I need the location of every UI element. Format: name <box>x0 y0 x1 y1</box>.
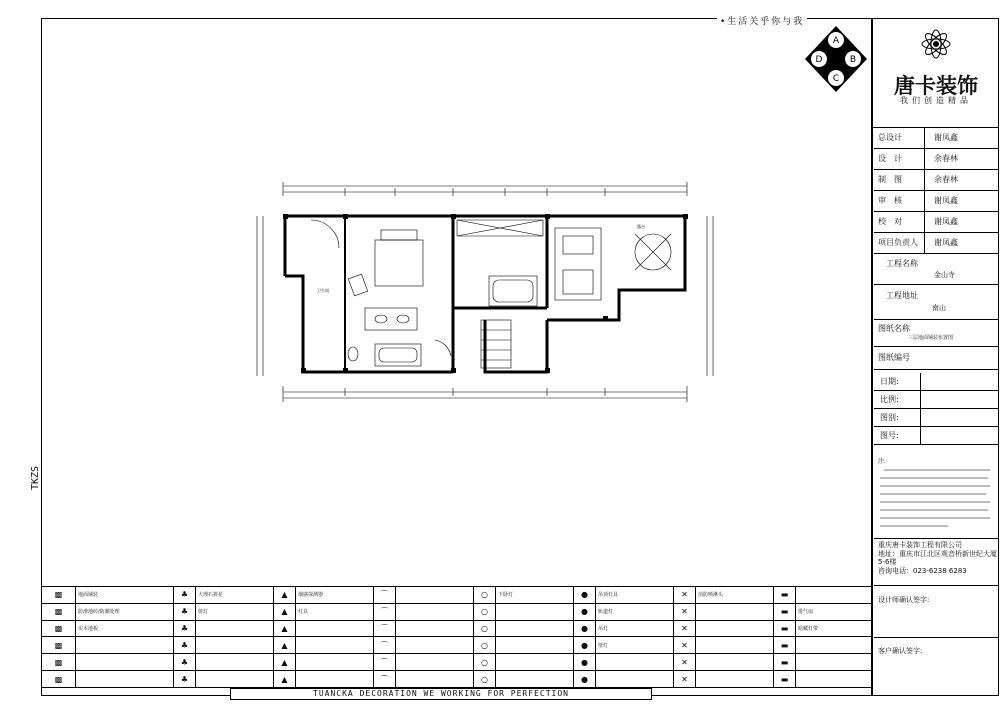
legend-symbol-icon: ● <box>574 671 596 688</box>
legend-row <box>42 654 873 671</box>
legend-symbol-icon: ▲ <box>274 654 296 671</box>
lounge-area <box>555 228 601 300</box>
legend-symbol-icon: ♣ <box>174 654 196 671</box>
legend-label <box>696 603 774 620</box>
legend-label <box>196 671 274 688</box>
legend-symbol-icon: ● <box>574 654 596 671</box>
legend-label <box>396 603 474 620</box>
dimension-ticks-top <box>283 182 687 196</box>
legend-row <box>42 620 873 637</box>
designer-sign-label: 设计师确认签字: <box>878 596 930 604</box>
legend-symbol-icon: ♣ <box>174 620 196 637</box>
bed <box>375 240 423 286</box>
legend-label <box>496 637 574 654</box>
legend-label: 消防喷淋头 <box>696 587 774 604</box>
legend-row <box>42 603 873 620</box>
legend-symbol-icon: ✕ <box>674 603 696 620</box>
legend-symbol-icon: ▬ <box>774 637 796 654</box>
project-address-field: 工程地址 南山 <box>874 285 998 320</box>
legend-label <box>396 654 474 671</box>
legend-symbol-icon: ⌒ <box>374 603 396 620</box>
role-row-designer: 设 计 余春林 <box>874 149 998 170</box>
legend-symbol-icon: ✕ <box>674 587 696 604</box>
legend-label: 吊顶灯具 <box>596 587 674 604</box>
legend-label <box>396 671 474 688</box>
legend-symbol-icon: ○ <box>474 587 496 604</box>
drawing-name-field: 图纸名称 三层地面铺装布置图 <box>874 320 998 347</box>
legend-label <box>296 637 374 654</box>
legend-symbol-icon: ▲ <box>274 587 296 604</box>
legend-label <box>496 654 574 671</box>
legend-label <box>76 671 174 688</box>
legend-symbol-icon: ▬ <box>774 620 796 637</box>
legend-symbol-icon: ✕ <box>674 620 696 637</box>
legend-symbol-icon: ▩ <box>42 603 76 620</box>
floor-plan <box>245 180 725 410</box>
legend-label: 灯具 <box>296 603 374 620</box>
legend-symbol-icon: ● <box>574 587 596 604</box>
legend-symbol-icon: ✕ <box>674 654 696 671</box>
client-sign-label: 客户确认签字: <box>878 647 923 655</box>
legend-label <box>696 620 774 637</box>
sheet-number-row: 图号: <box>874 427 998 445</box>
room-label-bath: 卫生间 <box>317 288 329 293</box>
legend-label <box>696 637 774 654</box>
legend-symbol-icon: ⌒ <box>374 654 396 671</box>
logo-letter-c: C <box>832 74 840 84</box>
legend-symbol-icon: ▲ <box>274 637 296 654</box>
legend-symbol-icon: ♣ <box>174 587 196 604</box>
legend-label: 大理石拼花 <box>196 587 274 604</box>
legend-symbol-icon: ⌒ <box>374 637 396 654</box>
legend-symbol-icon: ○ <box>474 654 496 671</box>
legend-label: 地面铺装 <box>76 587 174 604</box>
legend-label: 射灯 <box>196 603 274 620</box>
legend-symbol-icon: ▩ <box>42 587 76 604</box>
legend-label: 轨道灯 <box>596 603 674 620</box>
brand-tagline: 我们创造精品 <box>900 96 972 105</box>
legend-label <box>396 587 474 604</box>
legend-label <box>696 671 774 688</box>
walls <box>285 216 685 372</box>
legend-symbol-icon: ▬ <box>774 603 796 620</box>
date-row: 日期: <box>874 373 998 391</box>
logo-letter-b: B <box>849 55 857 65</box>
room-label-terrace: 露台 <box>637 224 645 229</box>
footer-motto: TUANCKA DECORATION WE WORKING FOR PERFECTION <box>230 688 652 700</box>
legend-symbol-icon: ● <box>574 620 596 637</box>
legend-label: 下卧灯 <box>496 587 574 604</box>
legend-label <box>196 637 274 654</box>
legend-label <box>596 654 674 671</box>
legend-label <box>396 637 474 654</box>
logo-letter-a: A <box>832 36 840 46</box>
role-row-chief-designer: 总设计 谢凤鑫 <box>874 128 998 149</box>
slogan: •生活关乎你与我 <box>717 14 807 27</box>
legend-symbol-icon: ▲ <box>274 671 296 688</box>
legend-label <box>796 637 873 654</box>
legend-label <box>296 620 374 637</box>
legend-label <box>796 587 873 604</box>
bathtub <box>375 344 421 366</box>
legend-label: 烟感探测器 <box>296 587 374 604</box>
role-row-project-lead: 项目负责人 谢凤鑫 <box>874 233 998 254</box>
legend-symbol-icon: ▬ <box>774 654 796 671</box>
legend-row <box>42 637 873 654</box>
scale-row: 比例: <box>874 391 998 409</box>
lotus-logo-icon <box>918 26 954 62</box>
legend-symbol-icon: ○ <box>474 620 496 637</box>
side-label: TKZS <box>30 465 41 490</box>
notes: 注: <box>878 458 996 534</box>
role-row-drafter: 制 图 余春林 <box>874 170 998 191</box>
legend-label <box>496 620 574 637</box>
legend-symbol-icon: ▩ <box>42 620 76 637</box>
legend-symbol-icon: ✕ <box>674 637 696 654</box>
abcd-logo <box>803 24 869 94</box>
legend-symbol-icon: ○ <box>474 603 496 620</box>
legend-label <box>496 671 574 688</box>
legend-symbol-icon: ▩ <box>42 654 76 671</box>
legend-symbol-icon: ⌒ <box>374 620 396 637</box>
legend-symbol-icon: ○ <box>474 637 496 654</box>
brand-name: 唐卡装饰 <box>894 74 978 98</box>
legend-row <box>42 671 873 688</box>
legend-label <box>396 620 474 637</box>
legend-symbol-icon: ● <box>574 603 596 620</box>
legend-label <box>496 603 574 620</box>
legend-label <box>596 671 674 688</box>
logo-letter-d: D <box>815 55 823 65</box>
legend-label: 吊灯 <box>596 620 674 637</box>
legend-label: 壁灯 <box>596 637 674 654</box>
legend-table <box>41 586 872 688</box>
legend-symbol-icon: ✕ <box>674 671 696 688</box>
legend-label <box>196 620 274 637</box>
legend-symbol-icon: ▲ <box>274 603 296 620</box>
legend-symbol-icon: ▩ <box>42 637 76 654</box>
door-swing <box>311 220 339 248</box>
legend-symbol-icon: ▲ <box>274 620 296 637</box>
sheet-type-row: 图别: <box>874 409 998 427</box>
legend-label <box>296 654 374 671</box>
drawing-number-field: 图纸编号 <box>874 347 998 370</box>
project-name-field: 工程名称 金山寺 <box>874 254 998 285</box>
notes-text-lines <box>878 466 994 534</box>
armchair <box>348 274 367 296</box>
legend-row <box>42 587 873 604</box>
legend-label <box>296 671 374 688</box>
legend-label <box>696 654 774 671</box>
legend-symbol-icon: ● <box>574 637 596 654</box>
legend-symbol-icon: ♣ <box>174 637 196 654</box>
toilet <box>348 347 358 361</box>
legend-label <box>196 654 274 671</box>
legend-symbol-icon: ♣ <box>174 603 196 620</box>
legend-symbol-icon: ○ <box>474 671 496 688</box>
legend-label: 暗藏灯带 <box>796 620 873 637</box>
legend-symbol-icon: ▬ <box>774 671 796 688</box>
legend-label: 排气扇 <box>796 603 873 620</box>
legend-label <box>76 654 174 671</box>
company-info: 重庆唐卡装饰工程有限公司 地址：重庆市江北区观音桥新世纪大厦5-6楼 咨询电话：023-6238 6283 <box>878 541 997 575</box>
legend-label <box>796 654 873 671</box>
legend-symbol-icon: ▬ <box>774 587 796 604</box>
role-row-checker: 校 对 谢凤鑫 <box>874 212 998 233</box>
legend-symbol-icon: ⌒ <box>374 587 396 604</box>
legend-label: 防滑地砖/防潮处理 <box>76 603 174 620</box>
legend-label <box>796 671 873 688</box>
legend-label <box>76 637 174 654</box>
role-row-reviewer: 审 核 谢凤鑫 <box>874 191 998 212</box>
legend-symbol-icon: ⌒ <box>374 671 396 688</box>
legend-label: 实木地板 <box>76 620 174 637</box>
legend-symbol-icon: ♣ <box>174 671 196 688</box>
legend-symbol-icon: ▩ <box>42 671 76 688</box>
